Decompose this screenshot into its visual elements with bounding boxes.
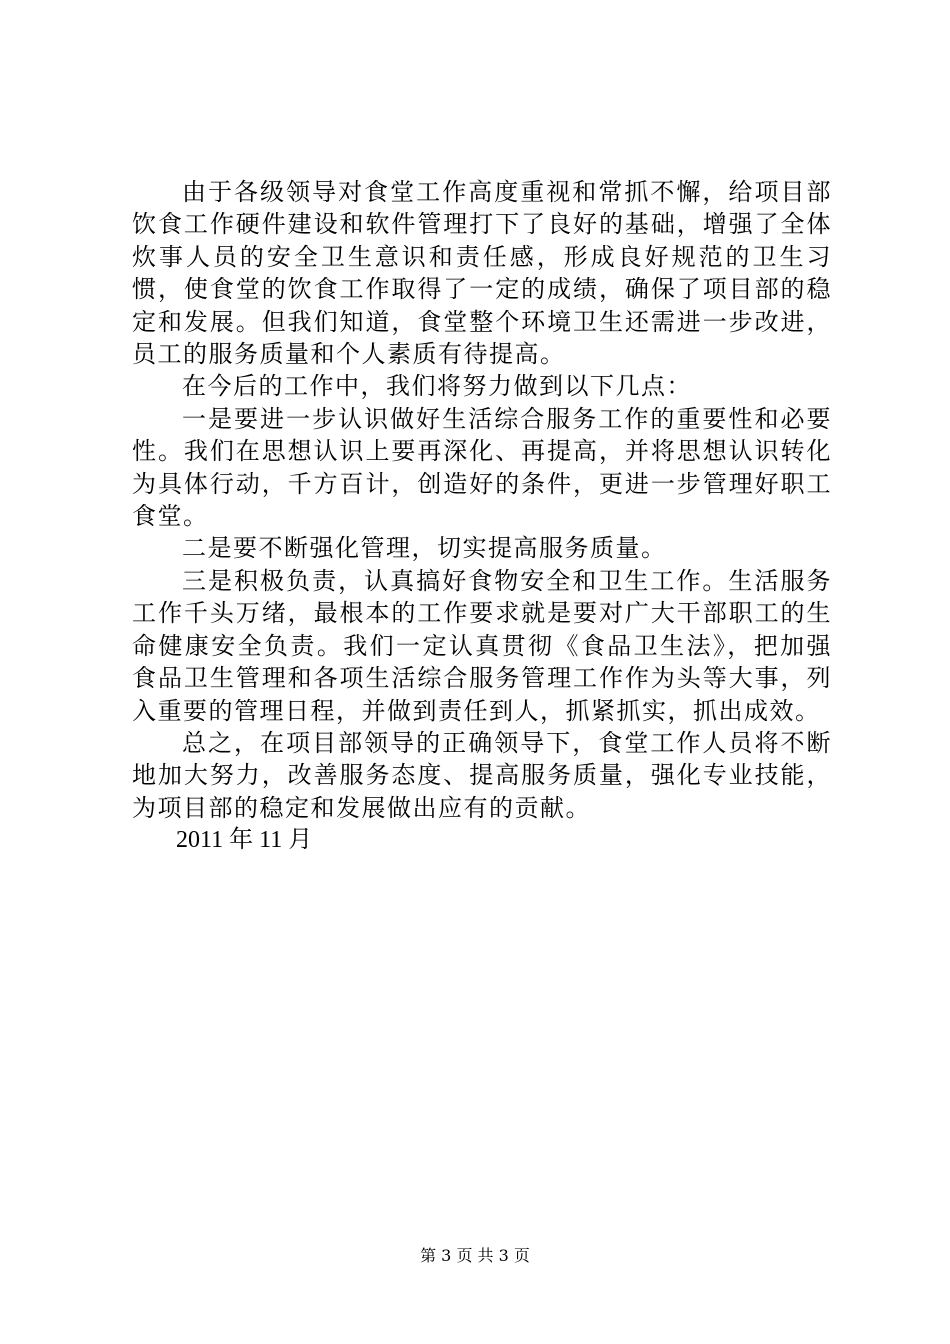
paragraph-point-two: 二是要不断强化管理，切实提高服务质量。: [182, 534, 667, 563]
paragraph-point-three: 三是积极负责，认真搞好食物安全和卫生工作。生活服务工作千头万绪，最根本的工作要求就是要对广大干部职工的生命健康安全负责。我们一定认真贯彻《食品卫生法》，把加强食品卫生管理和各项生活综合服务管理工作作为头等大事，列入重要的管理日程，并做到责任到人，抓紧抓实，抓出成效。: [132, 566, 832, 725]
page-indicator: 第 3 页 共 3 页: [420, 1246, 530, 1265]
paragraph-achievements: 由于各级领导对食堂工作高度重视和常抓不懈，给项目部饮食工作硬件建设和软件管理打下了良好的基础，增强了全体炊事人员的安全卫生意识和责任感，形成良好规范的卫生习惯，使食堂的饮食工作取得了一定的成绩，确保了项目部的稳定和发展。但我们知道，食堂整个环境卫生还需进一步改进，员工的服务质量和个人素质有待提高。: [132, 178, 832, 369]
document-date: 2011 年 11 月: [176, 827, 313, 854]
page-footer: [0, 1243, 950, 1266]
paragraph-conclusion: 总之，在项目部领导的正确领导下，食堂工作人员将不断地加大努力，改善服务态度、提高服务质量，强化专业技能，为项目部的稳定和发展做出应有的贡献。: [132, 728, 832, 822]
paragraph-intro-points: 在今后的工作中，我们将努力做到以下几点：: [182, 372, 692, 401]
paragraph-point-one: 一是要进一步认识做好生活综合服务工作的重要性和必要性。我们在思想认识上要再深化、再提高，并将思想认识转化为具体行动，千方百计，创造好的条件，更进一步管理好职工食堂。: [132, 404, 832, 531]
document-body: [132, 176, 832, 857]
